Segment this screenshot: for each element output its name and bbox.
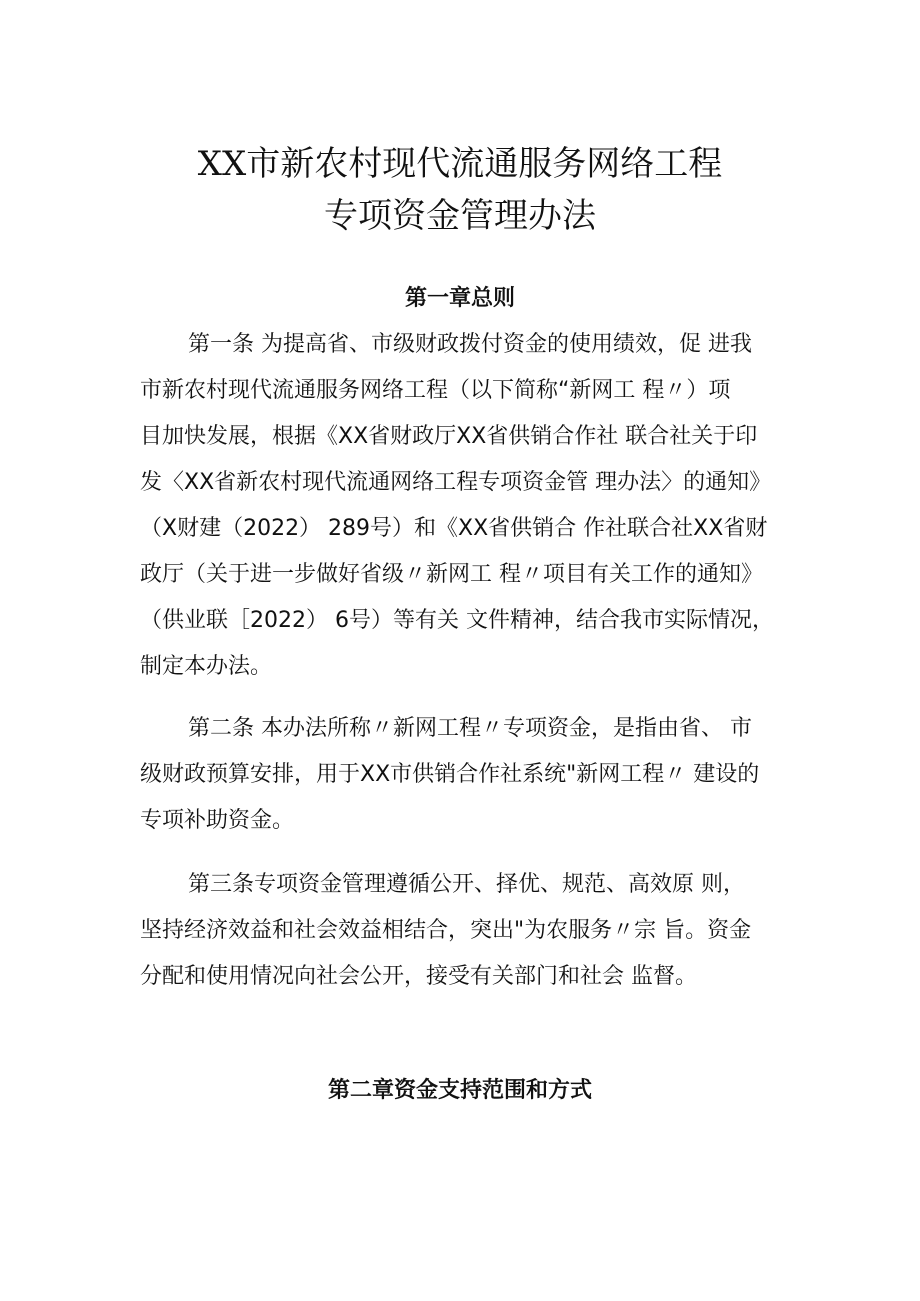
paragraph-line: 制定本办法。 (140, 654, 273, 679)
paragraph-line: 政厅（关于进一步做好省级〃新网工 程〃项目有关工作的通知》 (140, 562, 763, 587)
article-3-paragraph (140, 862, 790, 1000)
chapter-1-heading: 第一章总则 (404, 286, 515, 311)
document-title-line-2: 专项资金管理办法 (324, 196, 596, 236)
paragraph-line: 目加快发展，根据《XX省财政厅XX省供销合作社 联合社关于印 (140, 424, 758, 449)
paragraph-line: 发〈XX省新农村现代流通网络工程专项资金管 理办法〉的通知》 (140, 470, 772, 495)
paragraph-line: （X财建（2022） 289号）和《XX省供销合 作社联合社XX省财 (140, 516, 768, 541)
paragraph-line: 专项补助资金。 (140, 808, 295, 833)
paragraph-line: 分配和使用情况向社会公开，接受有关部门和社会 监督。 (140, 964, 697, 989)
paragraph-line: （供业联［2022） 6号）等有关 文件精神，结合我市实际情况， (140, 608, 774, 633)
article-1-paragraph (140, 322, 790, 690)
document-title-line-1: XX市新农村现代流通服务网络工程 (197, 144, 723, 184)
article-2-paragraph (140, 706, 790, 844)
paragraph-line: 市新农村现代流通服务网络工程（以下简称“新网工 程〃）项 (140, 378, 731, 403)
paragraph-line: 第一条 为提高省、市级财政拨付资金的使用绩效，促 进我 (188, 332, 752, 357)
chapter-2-heading: 第二章资金支持范围和方式 (327, 1078, 592, 1103)
paragraph-line: 级财政预算安排，用于XX市供销合作社系统"新网工程〃 建设的 (140, 762, 760, 787)
paragraph-line: 第二条 本办法所称〃新网工程〃专项资金，是指由省、 市 (188, 716, 752, 741)
paragraph-line: 坚持经济效益和社会效益相结合，突出"为农服务〃宗 旨。资金 (140, 918, 752, 943)
paragraph-line: 第三条专项资金管理遵循公开、择优、规范、高效原 则， (188, 872, 745, 897)
